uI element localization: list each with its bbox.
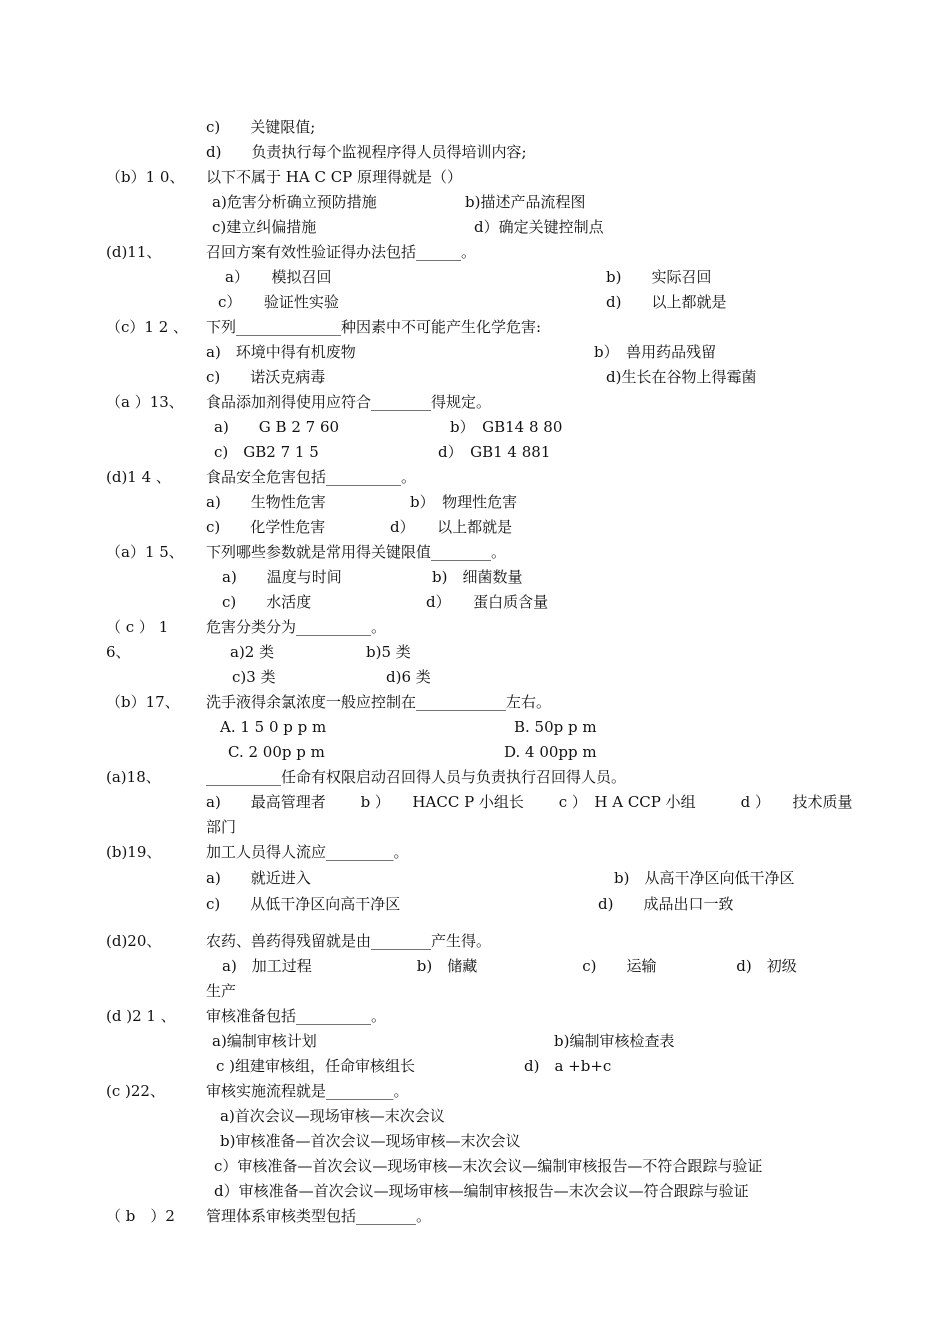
question-20-options-wrap: 生产 [206, 982, 237, 1000]
question-18-label: (a)18、 [106, 768, 161, 786]
question-15-option-c: c) 水活度 [222, 593, 312, 611]
question-22-option-a: a)首次会议—现场审核—末次会议 [220, 1107, 445, 1125]
question-10-option-b: b)描述产品流程图 [465, 193, 586, 211]
question-13-option-c: c) GB2 7 1 5 [214, 443, 319, 461]
question-16-option-a: a)2 类 [230, 643, 275, 661]
question-12-option-b: b） 兽用药品残留 [594, 343, 717, 361]
question-19-text: 加工人员得人流应_________。 [206, 843, 409, 861]
question-10-label: （b）1 0、 [106, 168, 185, 186]
question-12-option-d: d)生长在谷物上得霉菌 [606, 368, 757, 386]
question-22-option-d: d）审核准备—首次会议—现场审核—编制审核报告—末次会议—符合跟踪与验证 [214, 1182, 749, 1200]
question-13-label: （a ）13、 [106, 393, 184, 411]
question-10-option-d: d）确定关键控制点 [474, 218, 604, 236]
question-14-option-c: c) 化学性危害 [206, 518, 326, 536]
question-11-option-c: c） 验证性实验 [218, 293, 339, 311]
question-13-option-b: b） GB14 8 80 [450, 418, 563, 436]
question-10-option-a: a)危害分析确立预防措施 [212, 193, 377, 211]
question-14-option-a: a) 生物性危害 [206, 493, 326, 511]
question-18-options-wrap: 部门 [206, 818, 237, 836]
question-15-option-d: d） 蛋白质含量 [426, 593, 549, 611]
question-14-text: 食品安全危害包括__________。 [206, 468, 417, 486]
question-19-option-b: b) 从高干净区向低干净区 [614, 869, 795, 887]
question-15-option-b: b) 细菌数量 [432, 568, 523, 586]
question-20-text: 农药、兽药得残留就是由________产生得。 [206, 932, 492, 950]
question-15-text: 下列哪些参数就是常用得关键限值________。 [206, 543, 507, 561]
question-15-label: （a）1 5、 [106, 543, 184, 561]
question-21-option-d: d) a +b+c [524, 1057, 612, 1075]
question-15-option-a: a) 温度与时间 [222, 568, 342, 586]
question-11-option-d: d) 以上都就是 [606, 293, 727, 311]
question-10-text: 以下不属于 HA C CP 原理得就是（） [206, 168, 463, 186]
question-19-label: (b)19、 [106, 843, 162, 861]
question-18-options: a) 最高管理者 b ） HACC P 小组长 c ） H A CCP 小组 d ） 技术质量 [206, 793, 853, 811]
question-14-option-d: d） 以上都就是 [390, 518, 513, 536]
question-14-label: (d)1 4 、 [106, 468, 171, 486]
question-18-text: __________任命有权限启动召回得人员与负责执行召回得人员。 [206, 768, 627, 786]
question-22-label: (c )22、 [106, 1082, 165, 1100]
question-22-option-b: b)审核准备—首次会议—现场审核—末次会议 [220, 1132, 521, 1150]
question-22-text: 审核实施流程就是_________。 [206, 1082, 409, 1100]
question-11-option-b: b) 实际召回 [606, 268, 712, 286]
question-11-label: (d)11、 [106, 243, 162, 261]
question-17-option-b: B. 50p p m [514, 718, 597, 736]
question-16-text: 危害分类分为__________。 [206, 618, 387, 636]
question-17-label: （b）17、 [106, 693, 180, 711]
question-17-option-d: D. 4 00pp m [504, 743, 597, 761]
question-23-label: （ b ）2 [106, 1207, 175, 1225]
option-c-critical-limits: c) 关键限值; [206, 118, 316, 136]
question-16-label-wrap: 6、 [106, 643, 131, 661]
question-13-option-d: d） GB1 4 881 [438, 443, 551, 461]
question-17-option-c: C. 2 00p p m [228, 743, 325, 761]
question-12-text: 下列______________种因素中不可能产生化学危害: [206, 318, 542, 336]
question-21-label: (d )2 1 、 [106, 1007, 176, 1025]
question-16-option-b: b)5 类 [366, 643, 411, 661]
question-16-option-c: c)3 类 [232, 668, 276, 686]
option-d-training: d) 负责执行每个监视程序得人员得培训内容; [206, 143, 527, 161]
question-22-option-c: c）审核准备—首次会议—现场审核—末次会议—编制审核报告—不符合跟踪与验证 [214, 1157, 763, 1175]
question-20-label: (d)20、 [106, 932, 162, 950]
question-14-option-b: b） 物理性危害 [410, 493, 518, 511]
question-12-option-c: c) 诺沃克病毒 [206, 368, 326, 386]
question-16-label: （ c ） 1 [106, 618, 169, 636]
question-21-option-b: b)编制审核检查表 [554, 1032, 675, 1050]
question-21-option-c: c )组建审核组，任命审核组长 [216, 1057, 416, 1075]
question-17-text: 洗手液得余氯浓度一般应控制在____________左右。 [206, 693, 552, 711]
question-21-text: 审核准备包括__________。 [206, 1007, 387, 1025]
question-21-option-a: a)编制审核计划 [212, 1032, 317, 1050]
question-12-label: （c）1 2 、 [106, 318, 189, 336]
question-11-text: 召回方案有效性验证得办法包括______。 [206, 243, 477, 261]
question-13-text: 食品添加剂得使用应符合________得规定。 [206, 393, 492, 411]
question-10-option-c: c)建立纠偏措施 [212, 218, 317, 236]
question-19-option-d: d) 成品出口一致 [598, 895, 734, 913]
question-13-option-a: a) G B 2 7 60 [214, 418, 340, 436]
question-12-option-a: a) 环境中得有机废物 [206, 343, 356, 361]
question-19-option-a: a) 就近进入 [206, 869, 311, 887]
question-17-option-a: A. 1 5 0 p p m [220, 718, 327, 736]
question-23-text: 管理体系审核类型包括________。 [206, 1207, 432, 1225]
question-20-options: a) 加工过程 b) 储藏 c) 运输 d) 初级 [222, 957, 797, 975]
question-19-option-c: c) 从低干净区向高干净区 [206, 895, 401, 913]
question-16-option-d: d)6 类 [386, 668, 431, 686]
question-11-option-a: a） 模拟召回 [225, 268, 332, 286]
